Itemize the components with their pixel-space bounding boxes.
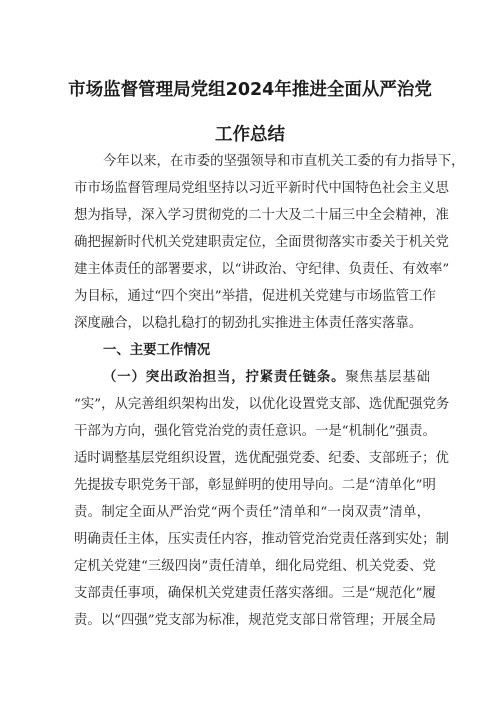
subsection-heading-bold: （一）突出政治担当，拧紧责任链条。	[103, 370, 346, 385]
body-line-1: “实”，从完善组织架构出发，以优化设置党支部、选优配强党务	[74, 397, 450, 412]
body-line-6: 明确责任主体，压实责任内容，推动管党治党责任落到实处；制	[74, 532, 449, 547]
body-line-7: 定机关党建“三级四岗”责任清单，细化局党组、机关党委、党	[74, 559, 436, 574]
body-line-3: 适时调整基层党组织设置，选优配强党委、纪委、支部班子；优	[74, 451, 449, 466]
intro-line-1: 今年以来，在市委的坚强领导和市直机关工委的有力指导下，	[103, 154, 465, 169]
body-line-9: 责。以“四强”党支部为标准，规范党支部日常管理；开展全局	[74, 613, 436, 628]
body-line-2: 干部为方向，强化管党治党的责任意识。一是“机制化”强责。	[74, 424, 436, 439]
intro-line-4: 确把握新时代机关党建职责定位，全面贯彻落实市委关于机关党	[74, 235, 449, 250]
document-title-line-2: 工作总结	[215, 125, 285, 145]
body-line-5: 责。制定全面从严治党“两个责任”清单和“一岗双责”清单，	[74, 505, 430, 520]
body-line-8: 支部责任事项，确保机关党建责任落实落细。三是“规范化”履	[74, 586, 436, 601]
intro-line-7: 深度融合，以稳扎稳打的韧劲扎实推进主体责任落实落靠。	[74, 316, 423, 331]
subsection-heading-line	[103, 368, 430, 388]
subsection-heading-rest: 聚焦基层基础	[345, 370, 431, 385]
intro-line-3: 想为指导，深入学习贯彻党的二十大及二十届三中全会精神，准	[74, 208, 449, 223]
intro-line-5: 建主体责任的部署要求，以“讲政治、守纪律、负责任、有效率”	[74, 262, 450, 277]
document-title-line-1: 市场监督管理局党组2024年推进全面从严治党	[68, 80, 432, 100]
intro-line-2: 市市场监督管理局党组坚持以习近平新时代中国特色社会主义思	[74, 181, 449, 196]
section-heading-1: 一、主要工作情况	[103, 343, 211, 358]
intro-line-6: 为目标，通过“四个突出”举措，促进机关党建与市场监管工作	[74, 289, 436, 304]
body-line-4: 先提拔专职党务干部，彰显鲜明的使用导向。二是“清单化”明	[74, 478, 436, 493]
